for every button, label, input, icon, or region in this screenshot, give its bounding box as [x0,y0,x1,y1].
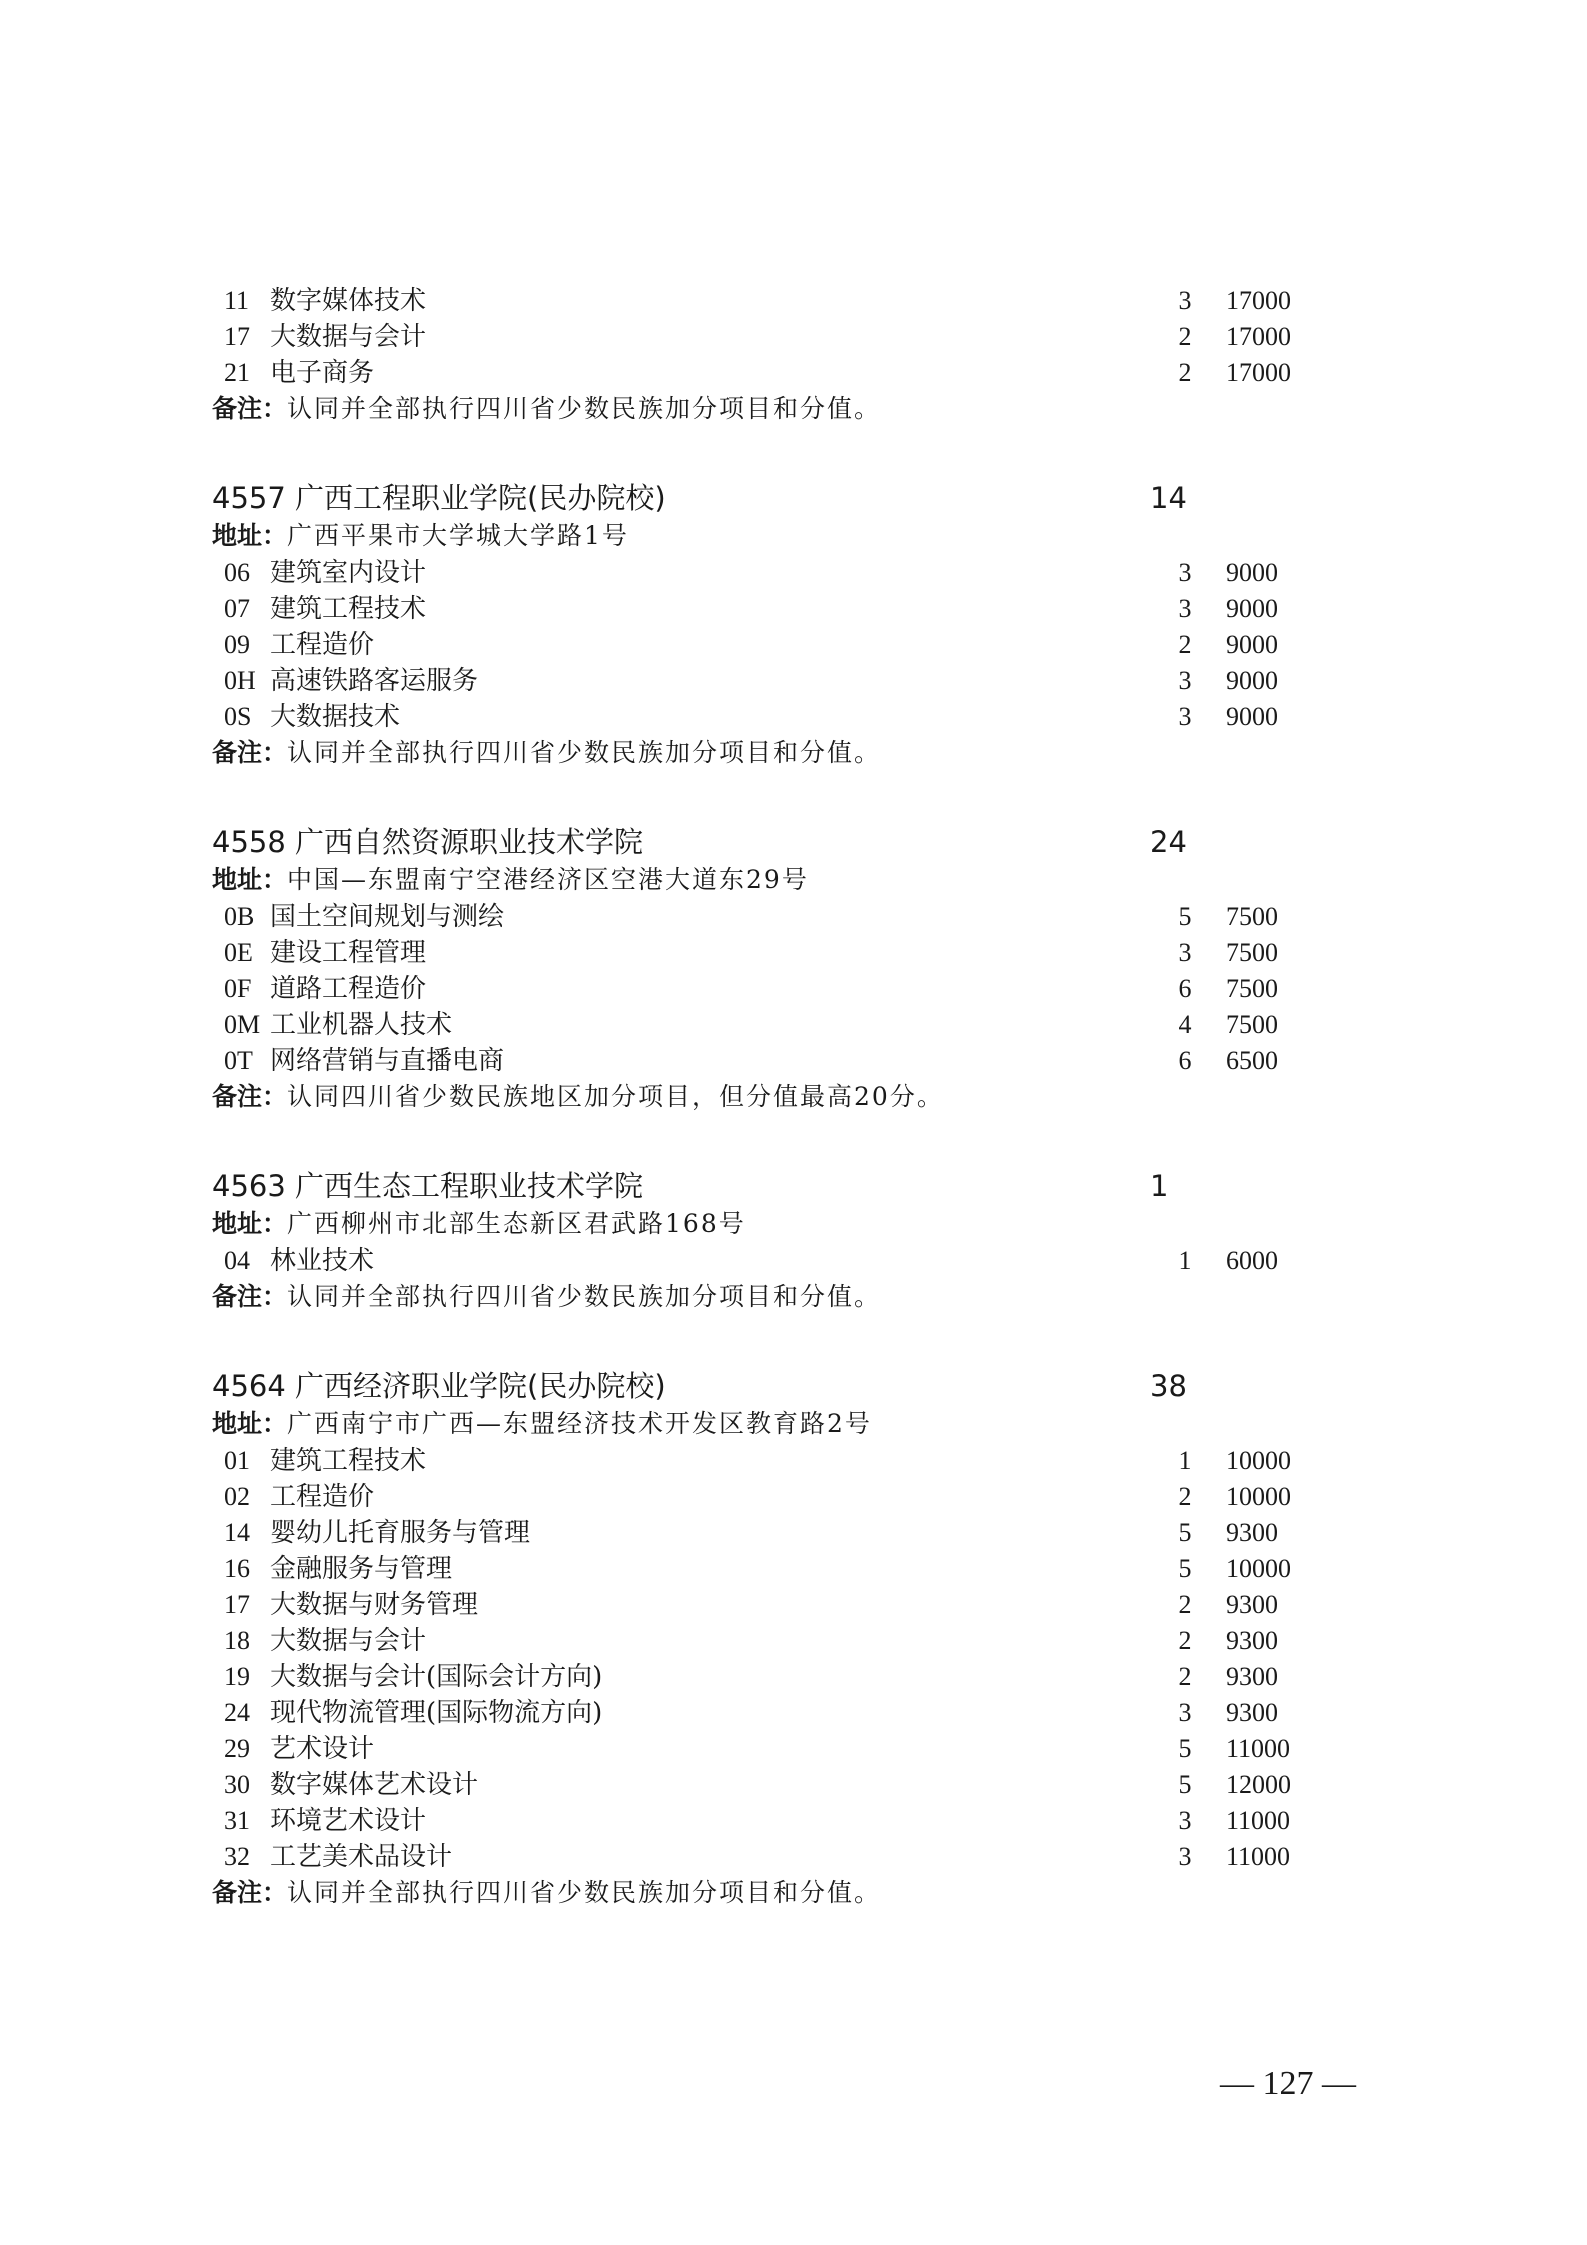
major-fee: 9000 [1226,666,1278,695]
list-item [0,1551,1587,1587]
major-fee: 9000 [1226,630,1278,659]
major-code: 31 [224,1806,250,1835]
major-fee: 9300 [1226,1626,1278,1655]
address-text: 广西平果市大学城大学路1号 [287,521,629,550]
address [212,1206,746,1242]
major-name: 大数据与会计 [270,322,427,352]
major-count: 2 [1178,1626,1192,1655]
note [212,1079,944,1115]
address-text: 中国—东盟南宁空港经济区空港大道东29号 [287,865,809,894]
list-item [0,663,1587,699]
major-count: 4 [1178,1010,1192,1039]
major-count: 2 [1178,1662,1192,1691]
major-count: 5 [1178,1518,1192,1547]
note-label: 备注： [212,1082,288,1111]
major-fee: 17000 [1226,286,1291,315]
major-code: 04 [224,1246,250,1275]
major-name: 工艺美术品设计 [270,1842,453,1872]
major-fee: 7500 [1226,974,1278,1003]
major-count: 2 [1178,358,1192,387]
major-count: 3 [1178,702,1192,731]
address-text: 广西南宁市广西—东盟经济技术开发区教育路2号 [287,1409,872,1438]
major-count: 2 [1178,322,1192,351]
note-label: 备注： [212,738,288,767]
major-code: 0H [224,666,256,695]
major-name: 工程造价 [270,1482,375,1512]
institution-quota: 38 [1150,1369,1187,1403]
list-item [0,627,1587,663]
major-name: 网络营销与直播电商 [270,1046,505,1076]
major-code: 17 [224,1590,250,1619]
note-text: 认同并全部执行四川省少数民族加分项目和分值。 [287,738,882,767]
major-fee: 17000 [1226,358,1291,387]
list-item [0,1623,1587,1659]
list-item [0,1243,1587,1279]
list-item [0,699,1587,735]
list-item [0,1515,1587,1551]
institution-title [212,1366,666,1406]
major-code: 14 [224,1518,250,1547]
major-fee: 7500 [1226,938,1278,967]
list-item [0,971,1587,1007]
major-code: 0B [224,902,255,931]
major-code: 01 [224,1446,250,1475]
list-item [0,1659,1587,1695]
list-item [0,1479,1587,1515]
institution-quota: 1 [1150,1169,1169,1203]
note-text: 认同四川省少数民族地区加分项目，但分值最高20分。 [287,1082,944,1111]
list-item [0,1043,1587,1079]
major-fee: 9000 [1226,558,1278,587]
institution-name: 广西生态工程职业技术学院 [295,1169,644,1203]
major-count: 3 [1178,1698,1192,1727]
major-name: 环境艺术设计 [270,1806,427,1836]
note [212,1875,881,1911]
major-name: 大数据技术 [270,702,401,732]
major-code: 0M [224,1010,261,1039]
major-fee: 9300 [1226,1518,1278,1547]
major-name: 艺术设计 [270,1734,375,1764]
institution-title [212,822,643,862]
major-count: 3 [1178,1842,1192,1871]
major-name: 高速铁路客运服务 [270,666,479,696]
major-fee: 11000 [1226,1842,1291,1871]
major-code: 17 [224,322,250,351]
major-count: 6 [1178,1046,1192,1075]
note [212,1279,881,1315]
note-label: 备注： [212,394,288,423]
major-name: 数字媒体艺术设计 [270,1770,479,1800]
list-item [0,899,1587,935]
note [212,735,881,771]
major-count: 5 [1178,1734,1192,1763]
major-name: 大数据与会计 [270,1626,427,1656]
major-fee: 6500 [1226,1046,1278,1075]
institution-name: 广西自然资源职业技术学院 [295,825,644,859]
address-label: 地址： [212,1209,288,1238]
major-name: 数字媒体技术 [270,286,427,316]
major-fee: 9000 [1226,594,1278,623]
major-name: 建筑室内设计 [270,558,427,588]
major-code: 24 [224,1698,250,1727]
address [212,518,629,554]
address [212,862,809,898]
major-name: 电子商务 [270,358,375,388]
major-count: 3 [1178,558,1192,587]
major-code: 16 [224,1554,250,1583]
major-count: 2 [1178,1482,1192,1511]
note-label: 备注： [212,1282,288,1311]
major-fee: 6000 [1226,1246,1278,1275]
major-fee: 7500 [1226,902,1278,931]
major-fee: 9000 [1226,702,1278,731]
list-item [0,1839,1587,1875]
major-code: 0E [224,938,253,967]
list-item [0,935,1587,971]
list-item [0,1695,1587,1731]
list-item [0,1587,1587,1623]
address-label: 地址： [212,521,288,550]
major-code: 32 [224,1842,250,1871]
address-label: 地址： [212,1409,288,1438]
institution-title [212,478,666,518]
major-code: 0T [224,1046,253,1075]
list-item [0,1803,1587,1839]
major-code: 29 [224,1734,250,1763]
major-code: 21 [224,358,250,387]
major-count: 6 [1178,974,1192,1003]
major-code: 02 [224,1482,250,1511]
institution-code: 4563 [212,1169,286,1203]
list-item [0,1767,1587,1803]
major-fee: 9300 [1226,1698,1278,1727]
page-number: — 127 — [1220,2065,1356,2102]
note-text: 认同并全部执行四川省少数民族加分项目和分值。 [287,1878,882,1907]
list-item [0,1443,1587,1479]
list-item [0,555,1587,591]
major-count: 3 [1178,938,1192,967]
major-fee: 17000 [1226,322,1291,351]
major-name: 金融服务与管理 [270,1554,453,1584]
major-fee: 11000 [1226,1734,1291,1763]
major-count: 3 [1178,1806,1192,1835]
list-item [0,1007,1587,1043]
institution-code: 4564 [212,1369,286,1403]
major-fee: 7500 [1226,1010,1278,1039]
address [212,1406,872,1442]
major-count: 5 [1178,902,1192,931]
major-name: 建筑工程技术 [270,1446,427,1476]
institution-quota: 24 [1150,825,1187,859]
major-code: 0S [224,702,252,731]
major-code: 11 [224,286,250,315]
address-text: 广西柳州市北部生态新区君武路168号 [287,1209,746,1238]
major-count: 1 [1178,1246,1192,1275]
major-name: 工业机器人技术 [270,1010,453,1040]
major-code: 0F [224,974,252,1003]
major-count: 2 [1178,1590,1192,1619]
major-name: 婴幼儿托育服务与管理 [270,1518,531,1548]
major-fee: 11000 [1226,1806,1291,1835]
address-label: 地址： [212,865,288,894]
major-name: 建筑工程技术 [270,594,427,624]
note [212,391,881,427]
major-code: 07 [224,594,250,623]
major-count: 1 [1178,1446,1192,1475]
note-label: 备注： [212,1878,288,1907]
major-fee: 10000 [1226,1446,1291,1475]
major-code: 30 [224,1770,250,1799]
major-name: 建设工程管理 [270,938,427,968]
list-item [0,283,1587,319]
major-code: 18 [224,1626,250,1655]
major-fee: 12000 [1226,1770,1291,1799]
note-text: 认同并全部执行四川省少数民族加分项目和分值。 [287,1282,882,1311]
major-count: 3 [1178,594,1192,623]
note-text: 认同并全部执行四川省少数民族加分项目和分值。 [287,394,882,423]
major-name: 大数据与财务管理 [270,1590,479,1620]
list-item [0,591,1587,627]
major-fee: 9300 [1226,1590,1278,1619]
major-code: 19 [224,1662,250,1691]
major-count: 5 [1178,1554,1192,1583]
major-fee: 10000 [1226,1482,1291,1511]
major-count: 5 [1178,1770,1192,1799]
major-count: 3 [1178,666,1192,695]
major-name: 国土空间规划与测绘 [270,902,505,932]
major-name: 道路工程造价 [270,974,427,1004]
major-count: 2 [1178,630,1192,659]
list-item [0,1731,1587,1767]
institution-code: 4557 [212,481,286,515]
major-code: 09 [224,630,250,659]
institution-name: 广西工程职业学院(民办院校) [295,481,666,515]
institution-name: 广西经济职业学院(民办院校) [295,1369,666,1403]
major-name: 大数据与会计(国际会计方向) [270,1662,603,1692]
institution-code: 4558 [212,825,286,859]
major-fee: 10000 [1226,1554,1291,1583]
major-fee: 9300 [1226,1662,1278,1691]
list-item [0,355,1587,391]
major-count: 3 [1178,286,1192,315]
institution-title [212,1166,643,1206]
institution-quota: 14 [1150,481,1187,515]
list-item [0,319,1587,355]
major-name: 现代物流管理(国际物流方向) [270,1698,603,1728]
major-code: 06 [224,558,250,587]
major-name: 工程造价 [270,630,375,660]
major-name: 林业技术 [270,1246,375,1276]
